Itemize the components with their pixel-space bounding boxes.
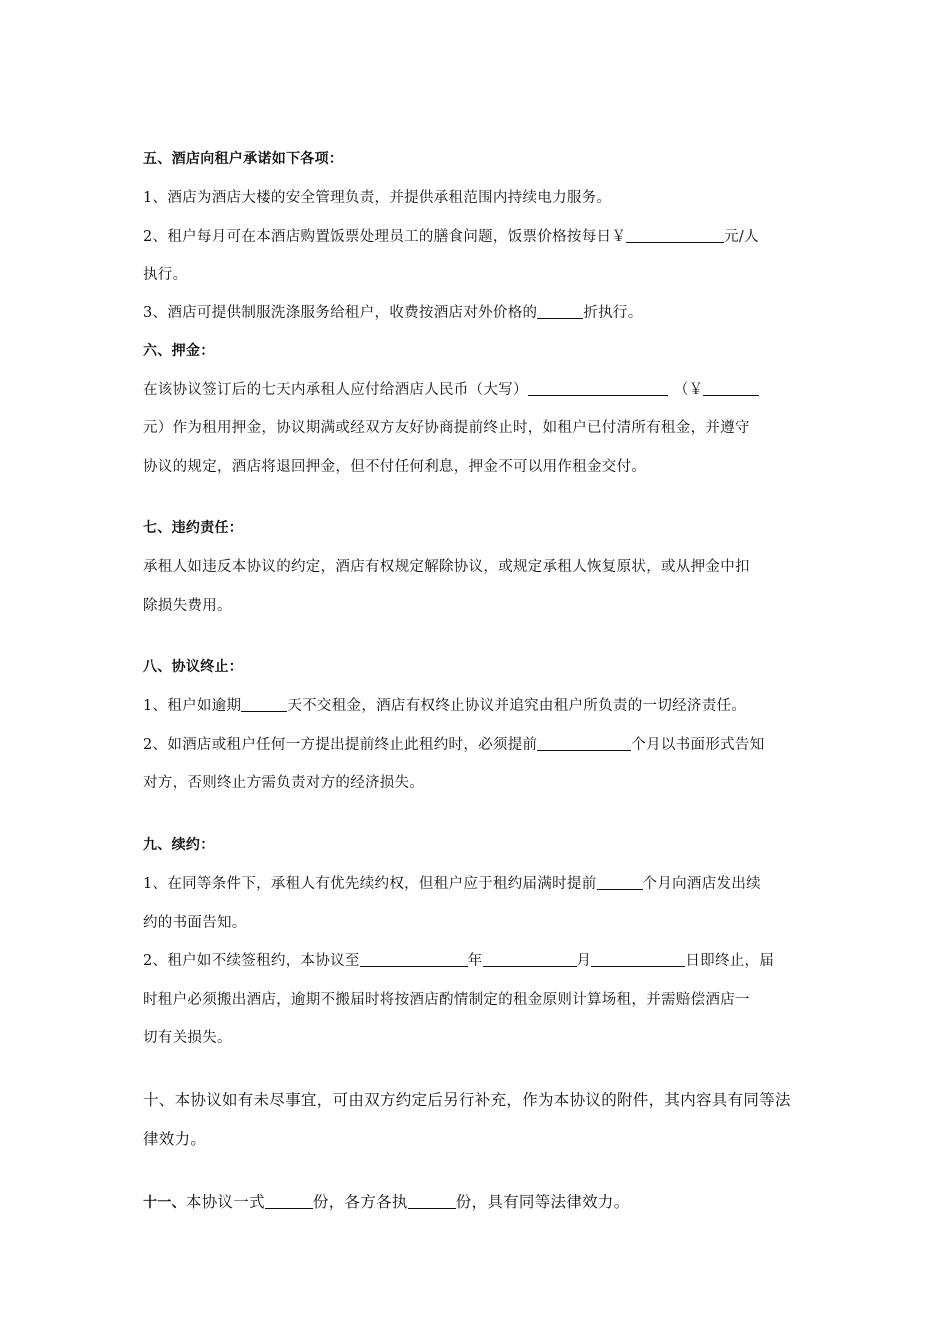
meal-price-blank — [626, 228, 724, 243]
section-5-heading: 五、酒店向租户承诺如下各项： — [143, 151, 344, 167]
section-5-item-2-text: 2、租户每月可在本酒店购置饭票处理员工的膳食问题，饭票价格按每日￥ — [143, 229, 627, 245]
section-11-text-end: 份，具有同等法律效力。 — [455, 1193, 630, 1211]
section-5-item-2-unit: 元/人 — [724, 229, 759, 245]
overdue-days-blank — [241, 697, 287, 712]
section-6-line-3: 协议的规定，酒店将退回押金，但不付任何利息，押金不可以用作租金交付。 — [143, 459, 647, 475]
section-8-item-1-text: 1、租户如逾期 — [143, 698, 242, 714]
end-month-blank — [483, 952, 577, 967]
copies-total-blank — [265, 1194, 313, 1209]
section-9-item-2-text: 2、租户如不续签租约，本协议至 — [143, 953, 360, 969]
deposit-amount-words-blank — [528, 381, 668, 396]
section-7-line-1: 承租人如违反本协议的约定，酒店有权规定解除协议，或规定承租人恢复原状，或从押金中扣 — [143, 559, 750, 575]
section-6-line-1-text: 在该协议签订后的七天内承租人应付给酒店人民币（大写） — [143, 382, 528, 398]
section-8-item-1 — [143, 694, 746, 715]
section-11 — [143, 1190, 630, 1212]
section-7-heading: 七、违约责任： — [143, 520, 244, 536]
section-11-text: 本协议一式 — [185, 1193, 265, 1211]
end-day-blank — [591, 952, 685, 967]
section-6-line-1 — [143, 378, 759, 399]
end-year-blank — [360, 952, 468, 967]
section-8-heading: 八、协议终止： — [143, 659, 244, 675]
section-9-item-1-text: 1、在同等条件下，承租人有优先续约权，但租户应于租约届满时提前 — [143, 876, 597, 892]
section-6-heading: 六、押金： — [143, 343, 215, 359]
section-9-item-1-end: 个月向酒店发出续 — [642, 876, 761, 892]
section-8-item-1-end: 天不交租金，酒店有权终止协议并追究由租户所负责的一切经济责任。 — [287, 698, 747, 714]
section-9-heading: 九、续约： — [143, 837, 215, 853]
section-9-item-1 — [143, 872, 761, 893]
section-6-line-1-yen: （￥ — [673, 382, 704, 398]
year-label: 年 — [467, 953, 483, 969]
section-8-item-2-cont: 对方，否则终止方需负责对方的经济损失。 — [143, 775, 425, 791]
section-8-item-2-end: 个月以书面形式告知 — [631, 737, 765, 753]
section-10-line-2: 律效力。 — [143, 1130, 207, 1148]
section-8-item-2 — [143, 733, 765, 754]
month-label: 月 — [576, 953, 592, 969]
deposit-amount-number-blank — [703, 381, 759, 396]
section-9-item-2-line-2: 时租户必须搬出酒店，逾期不搬届时将按酒店酌情制定的租金原则计算场租，并需赔偿酒店一 — [143, 992, 750, 1008]
section-5-item-2 — [143, 225, 759, 246]
section-5-item-3-end: 折执行。 — [583, 305, 643, 321]
laundry-discount-blank — [537, 304, 583, 319]
day-label: 日即终止，届 — [685, 953, 775, 969]
section-5-item-3-text: 3、酒店可提供制服洗涤服务给租户，收费按酒店对外价格的 — [143, 305, 538, 321]
section-5-item-1: 1、酒店为酒店大楼的安全管理负责，并提供承租范围内持续电力服务。 — [143, 190, 612, 206]
section-11-heading: 十一、 — [143, 1195, 186, 1211]
notice-months-blank — [537, 736, 631, 751]
section-9-item-2 — [143, 949, 774, 970]
section-9-item-1-cont: 约的书面告知。 — [143, 915, 247, 931]
section-5-item-2-cont: 执行。 — [143, 267, 188, 283]
section-9-item-2-line-3: 切有关损失。 — [143, 1030, 232, 1046]
renewal-months-blank — [597, 875, 643, 890]
section-5-item-3 — [143, 301, 643, 322]
section-10-line-1: 十、本协议如有未尽事宜，可由双方约定后另行补充，作为本协议的附件，其内容具有同等法 — [143, 1091, 791, 1109]
section-7-line-2: 除损失费用。 — [143, 598, 232, 614]
section-6-line-2: 元）作为租用押金，协议期满或经双方友好协商提前终止时，如租户已付清所有租金，并遵守 — [143, 420, 750, 436]
section-11-text-mid: 份，各方各执 — [312, 1193, 408, 1211]
section-8-item-2-text: 2、如酒店或租户任何一方提出提前终止此租约时，必须提前 — [143, 737, 538, 753]
copies-each-blank — [408, 1194, 456, 1209]
